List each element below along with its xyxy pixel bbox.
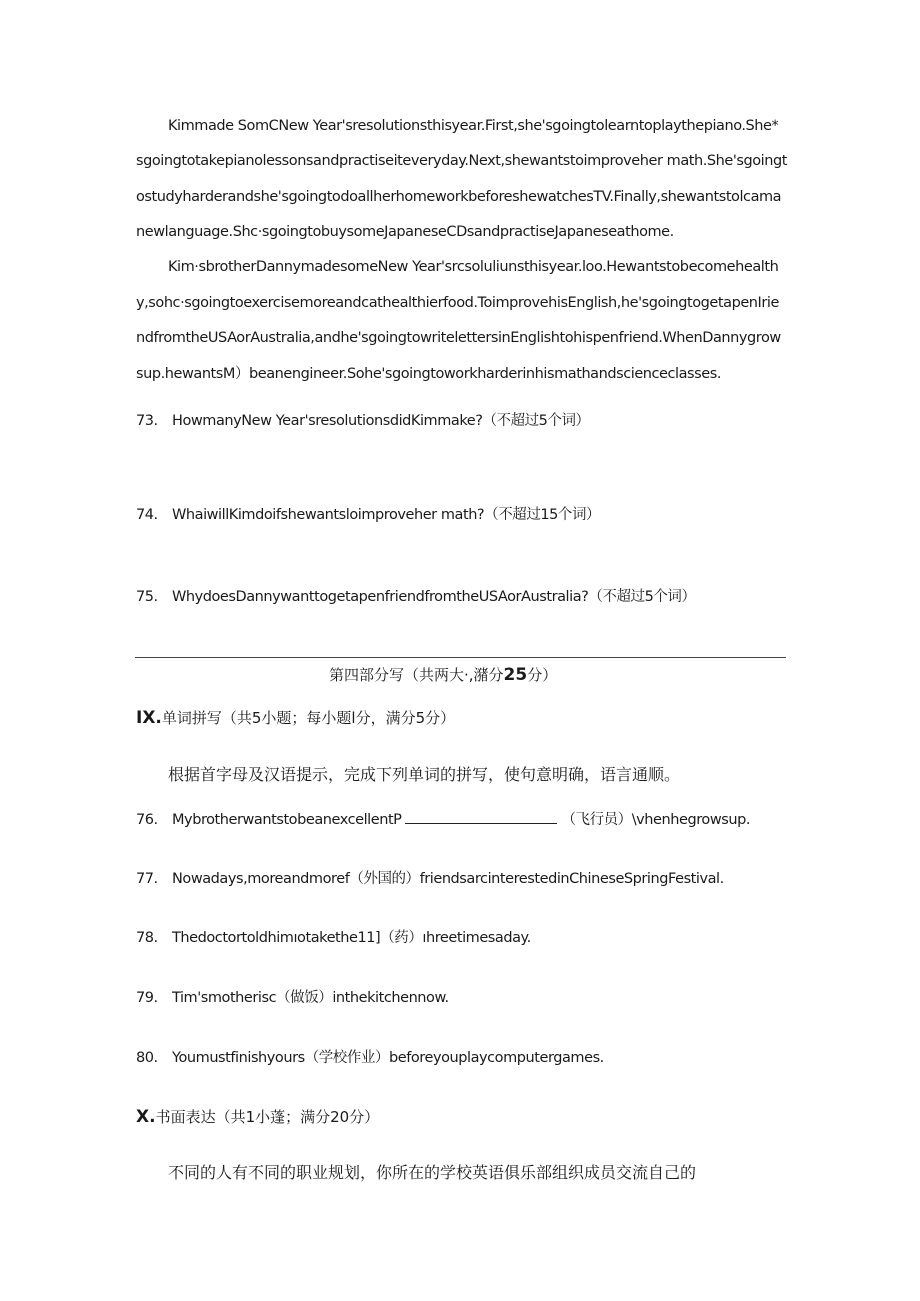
question-text: HowmanyNew Year'sresolutionsdidKimmake?（不超过5个词）: [172, 413, 590, 429]
question-80: [136, 1048, 604, 1068]
question-76: [136, 809, 750, 830]
question-text: WhaiwillKimdoifshewantsloimproveher math?（不超过15个词）: [172, 507, 601, 523]
section9-heading: [136, 708, 455, 728]
passage-line: Kimmade SomCNew Year'sresolutionsthisyear.First,she'sgoingtolearntoplaythepiano.She*: [168, 118, 779, 134]
passage-line: ostudyharderandshe'sgoingtodoallherhomeworkbeforeshewatchesTV.Finally,shewantstolcama: [136, 189, 782, 205]
passage-line: y,sohc·sgoingtoexercisemoreandcathealthierfood.ToimprovehisEnglish,he'sgoingtogetapenIrie: [136, 295, 779, 311]
passage-line: Kim·sbrotherDannymadesomeNew Year'srcsoluliunsthisyear.loo.Hewantstobecomehealth: [168, 259, 779, 275]
part4-title-pre: 第四部分写（共两大·,潴分: [329, 666, 504, 684]
passage-line: newlanguage.Shc·sgoingtobuysomeJapaneseCDsandpractiseJapaneseathome.: [136, 224, 674, 240]
question-text: Tim'smotherisc（做饭）inthekitchennow.: [172, 990, 449, 1006]
question-number: 80.: [136, 1050, 158, 1066]
passage-line: ndfromtheUSAorAustralia,andhe'sgoingtowritelettersinEnglishtohispenfriend.WhenDannygrow: [136, 330, 781, 346]
section10-title: 书面表达（共1小蓬；满分20分）: [155, 1108, 380, 1126]
question-number: 77.: [136, 871, 158, 887]
section-divider: [135, 657, 786, 658]
question-number: 74.: [136, 507, 158, 523]
question-74: [136, 505, 600, 525]
question-77: [136, 869, 724, 889]
passage-line: sup.hewantsM）beanengineer.Sohe'sgoingtoworkharderinhismathandscienceclasses.: [136, 366, 722, 382]
question-text-pre: MybrotherwantstobeanexcellentP: [172, 812, 402, 828]
section10-roman: X.: [136, 1107, 156, 1127]
question-78: [136, 928, 531, 948]
passage-line: sgoingtotakepianolessonsandpractiseiteveryday.Next,shewantstoimproveher math.She'sgoingt: [136, 153, 787, 169]
question-number: 76.: [136, 812, 158, 828]
answer-blank: [405, 809, 557, 824]
part4-title: [329, 665, 557, 685]
question-number: 79.: [136, 990, 158, 1006]
question-text: Nowadays,moreandmoref（外国的）friendsarcinterestedinChineseSpringFestival.: [172, 871, 724, 887]
question-number: 78.: [136, 930, 158, 946]
section10-intro: 不同的人有不同的职业规划，你所在的学校英语俱乐部组织成员交流自己的: [168, 1163, 697, 1182]
section10-heading: [136, 1107, 379, 1127]
question-73: [136, 411, 590, 431]
question-number: 75.: [136, 589, 158, 605]
question-75: [136, 587, 696, 607]
question-text: WhydoesDannywanttogetapenfriendfromtheUSAorAustralia?（不超过5个词）: [172, 589, 696, 605]
question-79: [136, 988, 449, 1008]
question-text-post: （飞行员）\vhenhegrowsup.: [561, 812, 750, 828]
question-number: 73.: [136, 413, 158, 429]
section9-roman: IX.: [136, 708, 162, 728]
question-text: Thedoctortoldhimıotakethe11]（药）ıhreetimesaday.: [172, 930, 531, 946]
part4-score: 25: [503, 665, 528, 685]
section9-title: 单词拼写（共5小题；每小题l分，满分5分）: [161, 709, 456, 727]
part4-title-post: 分）: [527, 666, 558, 684]
question-text: Youmustfinishyours（学校作业）beforeyouplaycomputergames.: [172, 1050, 604, 1066]
section9-instruction: 根据首字母及汉语提示，完成下列单词的拼写，使句意明确，语言通顺。: [168, 765, 681, 784]
